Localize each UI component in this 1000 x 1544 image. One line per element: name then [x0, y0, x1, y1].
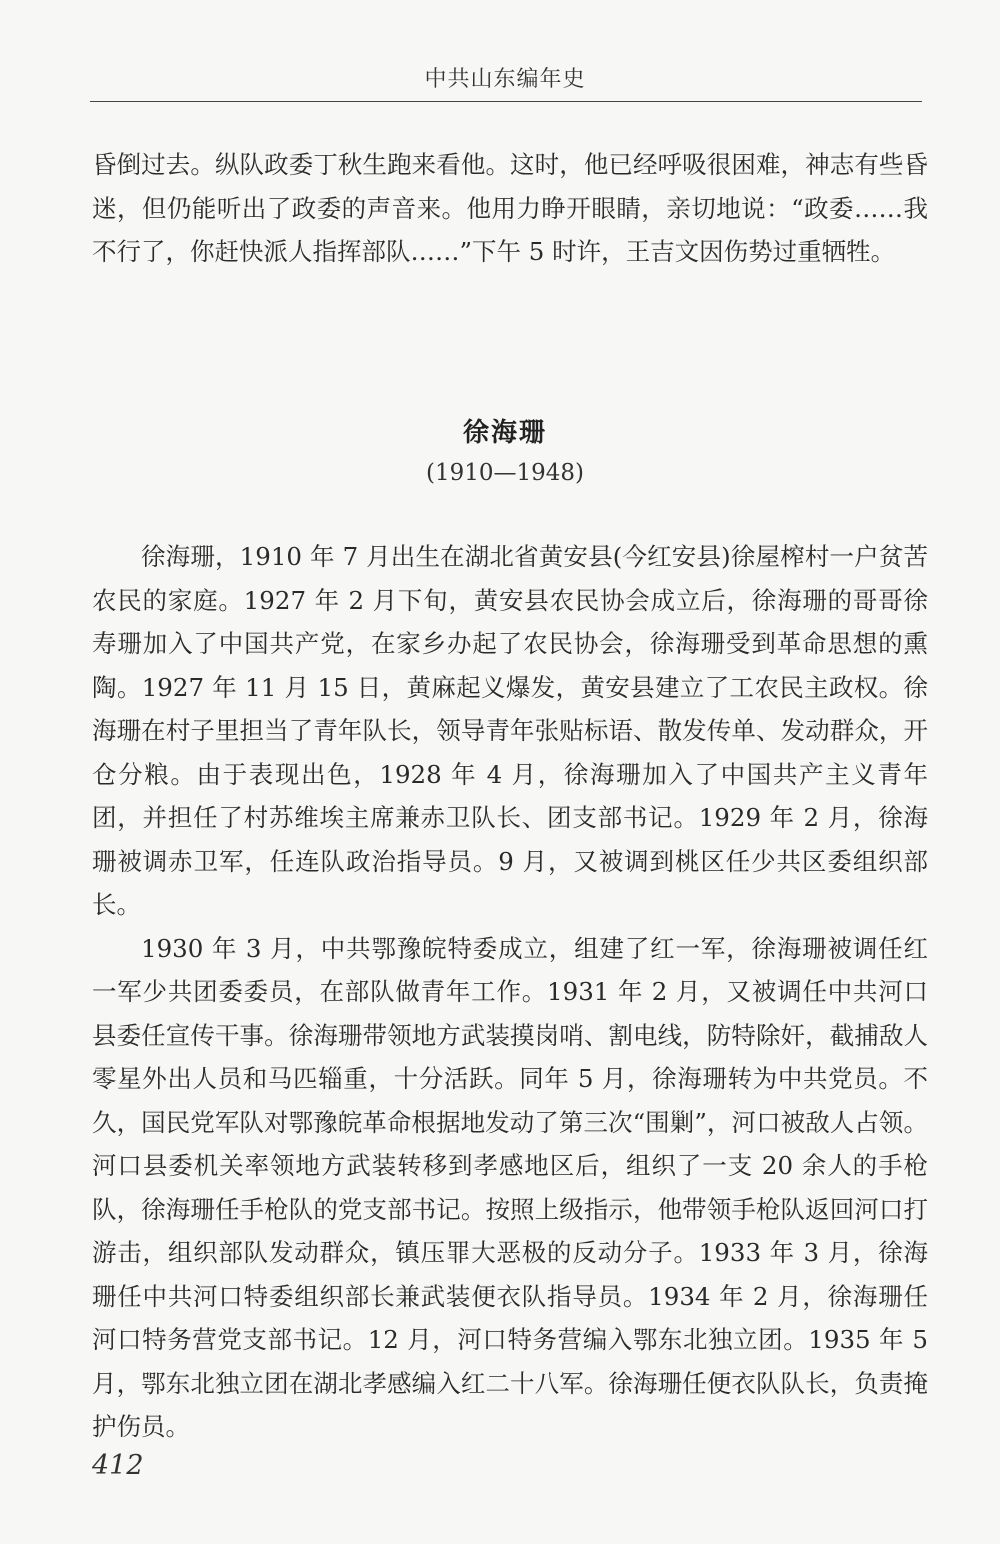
- section-title: 徐海珊: [462, 418, 547, 448]
- biography-text: [92, 535, 928, 1449]
- continued-paragraph-block: [92, 143, 928, 274]
- header-rule: [90, 101, 922, 102]
- continued-paragraph: 昏倒过去。纵队政委丁秋生跑来看他。这时，他已经呼吸很困难，神志有些昏迷，但仍能听出了政委的声音来。他用力睁开眼睛，亲切地说：“政委……我不行了，你赶快派人指挥部队……”下午 5 时许，王吉文因伤势过重牺牲。: [92, 150, 928, 266]
- page-number: 412: [92, 1450, 144, 1481]
- biography-paragraph-2: 1930 年 3 月，中共鄂豫皖特委成立，组建了红一军，徐海珊被调任红一军少共团委委员，在部队做青年工作。1931 年 2 月，又被调任中共河口县委任宣传干事。徐海珊带领地方武装摸岗哨、割电线，防特除奸，截捕敌人零星外出人员和马匹辎重，十分活跃。同年 5 月，徐海珊转为中共党员。不久，国民党军队对鄂豫皖革命根据地发动了第三次“围剿”，河口被敌人占领。河口县委机关率领地方武装转移到孝感地区后，组织了一支 20 余人的手枪队，徐海珊任手枪队的党支部书记。按照上级指示，他带领手枪队返回河口打游击，组织部队发动群众，镇压罪大恶极的反动分子。1933 年 3 月，徐海珊任中共河口特委组织部长兼武装便衣队指导员。1934 年 2 月，徐海珊任河口特务营党支部书记。12 月，河口特务营编入鄂东北独立团。1935 年 5 月，鄂东北独立团在湖北孝感编入红二十八军。徐海珊任便衣队队长，负责掩护伤员。: [92, 933, 928, 1441]
- biography-paragraph-1: 徐海珊，1910 年 7 月出生在湖北省黄安县(今红安县)徐屋榨村一户贫苦农民的家庭。1927 年 2 月下旬，黄安县农民协会成立后，徐海珊的哥哥徐寿珊加入了中国共产党，在家乡办起了农民协会，徐海珊受到革命思想的熏陶。1927 年 11 月 15 日，黄麻起义爆发，黄安县建立了工农民主政权。徐海珊在村子里担当了青年队长，领导青年张贴标语、散发传单、发动群众，开仓分粮。由于表现出色，1928 年 4 月，徐海珊加入了中国共产主义青年团，并担任了村苏维埃主席兼赤卫队长、团支部书记。1929 年 2 月，徐海珊被调赤卫军，任连队政治指导员。9 月，又被调到桃区任少共区委组织部长。: [92, 542, 928, 919]
- running-header: 中共山东编年史: [424, 67, 586, 92]
- section-dates: (1910—1948): [425, 460, 584, 486]
